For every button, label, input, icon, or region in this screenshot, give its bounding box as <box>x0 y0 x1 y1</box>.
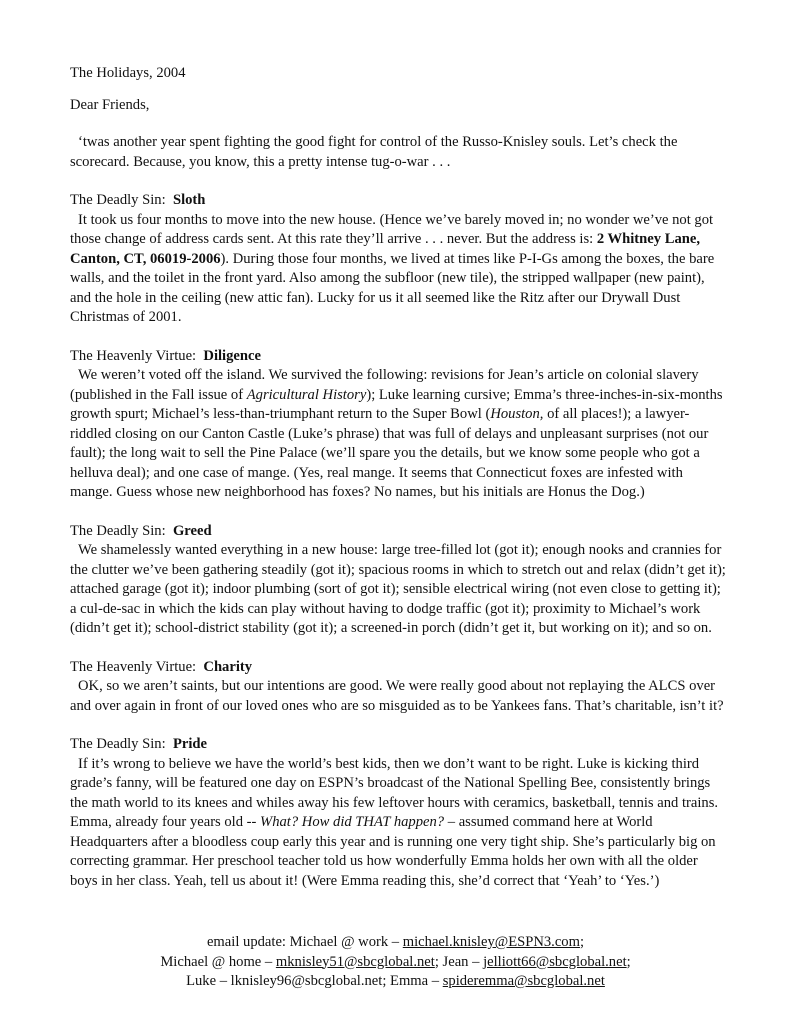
emma-email-link[interactable]: spideremma@sbcglobal.net <box>442 973 605 989</box>
houston-italic: Houston, <box>490 406 544 422</box>
heading-prefix: The Heavenly Virtue: <box>70 658 197 675</box>
heading-prefix: The Deadly Sin: <box>70 192 166 208</box>
section-greed <box>70 522 726 639</box>
intro-paragraph <box>70 133 726 172</box>
section-heading <box>70 347 726 367</box>
greeting: Dear Friends, <box>70 96 150 113</box>
heading-prefix: The Deadly Sin: <box>70 736 166 752</box>
footer-text: ; <box>626 953 631 970</box>
paragraph-text: If it’s wrong to believe we have the world’s best kids, then we don’t want to be right. Luke is kicking third grade’s fanny, will be featured one day on ESPN’s broadcast of the National Spelling Bee, consistently brings the math world to its knees and whiles away his few leftover hours with ceramics, basketball, tennis and trains. Emma, already four years old -- <box>70 755 719 830</box>
journal-title: Agricultural History <box>246 386 367 403</box>
section-sloth <box>70 191 726 328</box>
footer-text: email update: Michael @ work – <box>206 934 403 950</box>
footer-text: ; <box>579 934 585 950</box>
paragraph-text: ); Luke learning cursive; Emma’s three-inches-in-six-months growth spurt; Michael’s less-than-triumphant return to the Super Bowl ( <box>70 386 723 422</box>
michael-home-email-link[interactable]: mknisley51@sbcglobal.net <box>275 953 435 970</box>
footer-line-3 <box>0 972 791 992</box>
paragraph-text: OK, so we aren’t saints, but our intentions are good. We were really good about not replaying the ALCS over and over again in front of our loved ones who are so misguided as to be Yankees fans. That’s charitable, isn’t it? <box>70 678 724 714</box>
paragraph-text: We weren’t voted off the island. We survived the following: revisions for Jean’s article on colonial slavery (published in the Fall issue of <box>70 367 699 403</box>
heading-prefix: The Heavenly Virtue: <box>70 347 197 364</box>
heading-name: Diligence <box>203 347 261 364</box>
michael-work-email-link[interactable]: michael.knisley@ESPN3.com <box>402 934 580 950</box>
heading-name: Charity <box>203 658 253 675</box>
section-heading <box>70 735 726 755</box>
footer-text: Luke – lknisley96@sbcglobal.net; Emma – <box>186 973 443 989</box>
email-footer <box>0 933 791 992</box>
heading-name: Greed <box>172 522 212 539</box>
footer-line-2 <box>0 953 791 973</box>
section-charity <box>70 658 726 717</box>
paragraph-text: We shamelessly wanted everything in a new house: large tree-filled lot (got it); enough nooks and crannies for the clutter we’ve been gathering steadily (got it); spacious rooms in which to stretch out and relax (didn’t get it); attached garage (got it); indoor plumbing (sort of got it); sensible electrical wiring (not even close to getting it); a cul-de-sac in which the kids can play without having to dodge traffic (got it); proximity to Michael’s work (didn’t get it); school-district stability (got it); a screened-in porch (didn’t get it, but working on it); and so on. <box>70 542 726 636</box>
section-heading <box>70 522 726 542</box>
paragraph-text: assumed command here at World Headquarters after a bloodless coup early this year and is running one very tight ship. She’s particularly big on correcting grammar. Her preschool teacher told us how wonderfully Emma holds her own with all the older boys in her class. Yeah, tell us about it! (Were Emma reading this, she’d correct that ‘Yeah’ to ‘Yes.’) <box>70 814 716 889</box>
section-paragraph <box>70 677 726 716</box>
section-heading <box>70 658 726 678</box>
footer-text: ; Jean – <box>434 953 484 970</box>
paragraph-text: of all places!); a lawyer-riddled closing on our Canton Castle (Luke’s phrase) that was full of delays and unpleasant surprises (not our fault); the long wait to sell the Pine Palace (we’ll spare you the details, but we know some people who got a helluva deal); and one case of mange. (Yes, real mange. It seems that Connecticut foxes are infested with mange. Guess whose new neighborhood has foxes? No names, but his initials are Honus the Dog.) <box>70 406 709 500</box>
aside-italic: What? How did THAT happen? – <box>260 814 456 830</box>
section-paragraph <box>70 755 726 892</box>
footer-text: Michael @ home – <box>160 953 276 970</box>
heading-name: Sloth <box>172 192 206 208</box>
paragraph-text: ). During those four months, we lived at times like P-I-Gs among the boxes, the bare walls, and the toilet in the front yard. Also among the subfloor (new tile), the stripped wallpaper (new paint), and the hole in the ceiling (new attic fan). Lucky for us it all seemed like the Ritz after our Drywall Dust Christmas of 2001. <box>70 250 715 325</box>
section-paragraph <box>70 541 726 639</box>
letter-body <box>70 64 726 891</box>
heading-name: Pride <box>172 736 207 752</box>
paragraph-text: It took us four months to move into the new house. (Hence we’ve barely moved in; no wonder we’ve not got those change of address cards sent. At this rate they’ll arrive . . . never. But the address is: <box>70 211 714 247</box>
address: 2 Whitney Lane, Canton, CT, 06019-2006 <box>70 231 700 267</box>
section-pride <box>70 735 726 891</box>
jean-email-link[interactable]: jelliott66@sbcglobal.net <box>483 953 627 970</box>
section-heading <box>70 191 726 211</box>
date-line: The Holidays, 2004 <box>70 65 186 81</box>
section-paragraph <box>70 366 726 503</box>
section-diligence <box>70 347 726 503</box>
intro-text: ‘twas another year spent fighting the good fight for control of the Russo-Knisley souls. Let’s check the scorecard. Because, you know, this a pretty intense tug-o-war . . . <box>70 134 678 170</box>
footer-line-1 <box>0 933 791 953</box>
heading-prefix: The Deadly Sin: <box>70 522 166 539</box>
section-paragraph <box>70 211 726 328</box>
